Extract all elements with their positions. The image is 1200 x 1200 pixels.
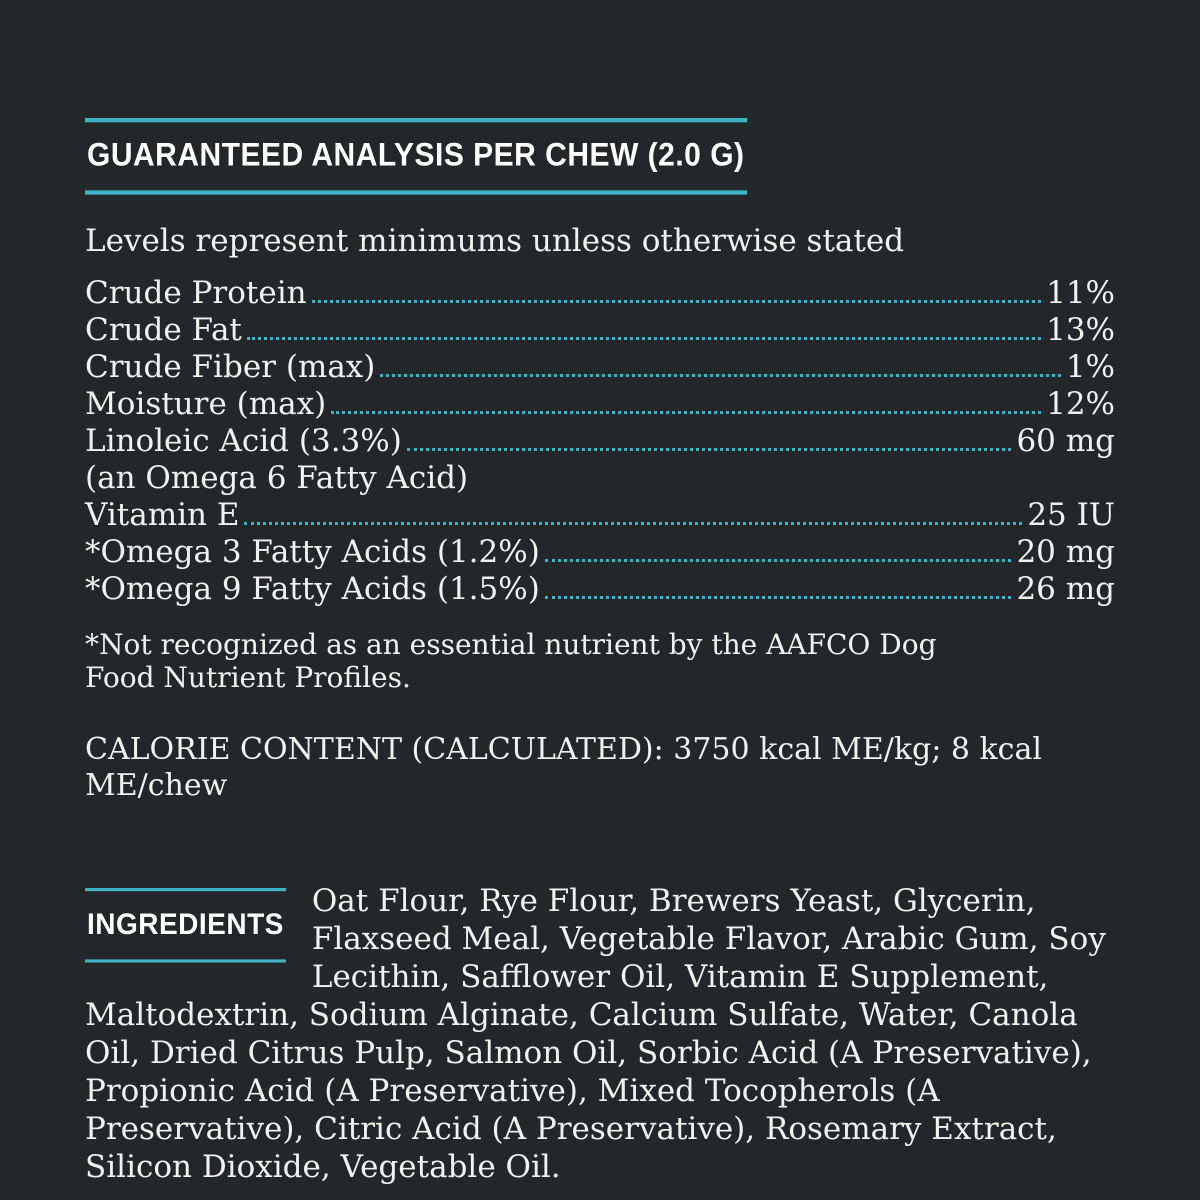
analysis-label: *Omega 3 Fatty Acids (1.2%) xyxy=(85,534,540,570)
analysis-value: 26 mg xyxy=(1016,571,1115,607)
aafco-footnote: *Not recognized as an essential nutrient by the AAFCO Dog Food Nutrient Profiles. xyxy=(85,628,937,694)
analysis-row-moisture xyxy=(85,386,1115,423)
analysis-value: 1% xyxy=(1065,349,1115,385)
dot-leader xyxy=(380,374,1060,377)
analysis-value: 13% xyxy=(1046,312,1115,348)
dot-leader xyxy=(545,596,1012,599)
dot-leader xyxy=(331,411,1041,414)
guaranteed-analysis-section xyxy=(85,118,1115,804)
dot-leader xyxy=(312,300,1042,303)
analysis-value: 12% xyxy=(1046,386,1115,422)
dot-leader xyxy=(407,448,1012,451)
analysis-row-vitamin-e xyxy=(85,497,1115,534)
analysis-label: Crude Protein xyxy=(85,275,307,311)
dot-leader xyxy=(545,559,1012,562)
analysis-label: *Omega 9 Fatty Acids (1.5%) xyxy=(85,571,540,607)
analysis-row-linoleic-acid xyxy=(85,423,1115,460)
dot-leader xyxy=(244,522,1022,525)
analysis-label: (an Omega 6 Fatty Acid) xyxy=(85,460,469,496)
analysis-row-omega9 xyxy=(85,571,1115,608)
ingredients-title: INGREDIENTS xyxy=(85,888,286,963)
analysis-table xyxy=(85,275,1115,608)
analysis-label: Crude Fiber (max) xyxy=(85,349,376,385)
dot-leader xyxy=(247,337,1041,340)
ingredients-section xyxy=(85,882,1115,1186)
guaranteed-analysis-title: GUARANTEED ANALYSIS PER CHEW (2.0 G) xyxy=(85,118,747,195)
analysis-row-omega3 xyxy=(85,534,1115,571)
ingredients-text: Oat Flour, Rye Flour, Brewers Yeast, Glycerin, Flaxseed Meal, Vegetable Flavor, Arabic Gum, Soy Lecithin, Safflower Oil, Vitamin E Supplement, Maltodextrin, Sodium Alginate, Calcium Sulfate, Water, Canola Oil, Dried Citrus Pulp, Salmon Oil, Sorbic Acid (A Preservative), Propionic Acid (A Preservative), Mixed Tocopherols (A Preservative), Citric Acid (A Preservative), Rosemary Extract, Silicon Dioxide, Vegetable Oil. xyxy=(85,883,1106,1185)
analysis-row-omega6-continuation xyxy=(85,460,1115,497)
analysis-row-crude-protein xyxy=(85,275,1115,312)
analysis-value: 25 IU xyxy=(1027,497,1115,533)
analysis-label: Moisture (max) xyxy=(85,386,327,422)
minimums-note: Levels represent minimums unless otherwise stated xyxy=(85,223,905,259)
calorie-content: CALORIE CONTENT (CALCULATED): 3750 kcal ME/kg; 8 kcal ME/chew xyxy=(85,732,1042,803)
analysis-value: 60 mg xyxy=(1016,423,1115,459)
analysis-row-crude-fat xyxy=(85,312,1115,349)
analysis-label: Vitamin E xyxy=(85,497,240,533)
analysis-value: 20 mg xyxy=(1016,534,1115,570)
analysis-label: Linoleic Acid (3.3%) xyxy=(85,423,402,459)
analysis-label: Crude Fat xyxy=(85,312,242,348)
analysis-row-crude-fiber xyxy=(85,349,1115,386)
analysis-value: 11% xyxy=(1046,275,1115,311)
